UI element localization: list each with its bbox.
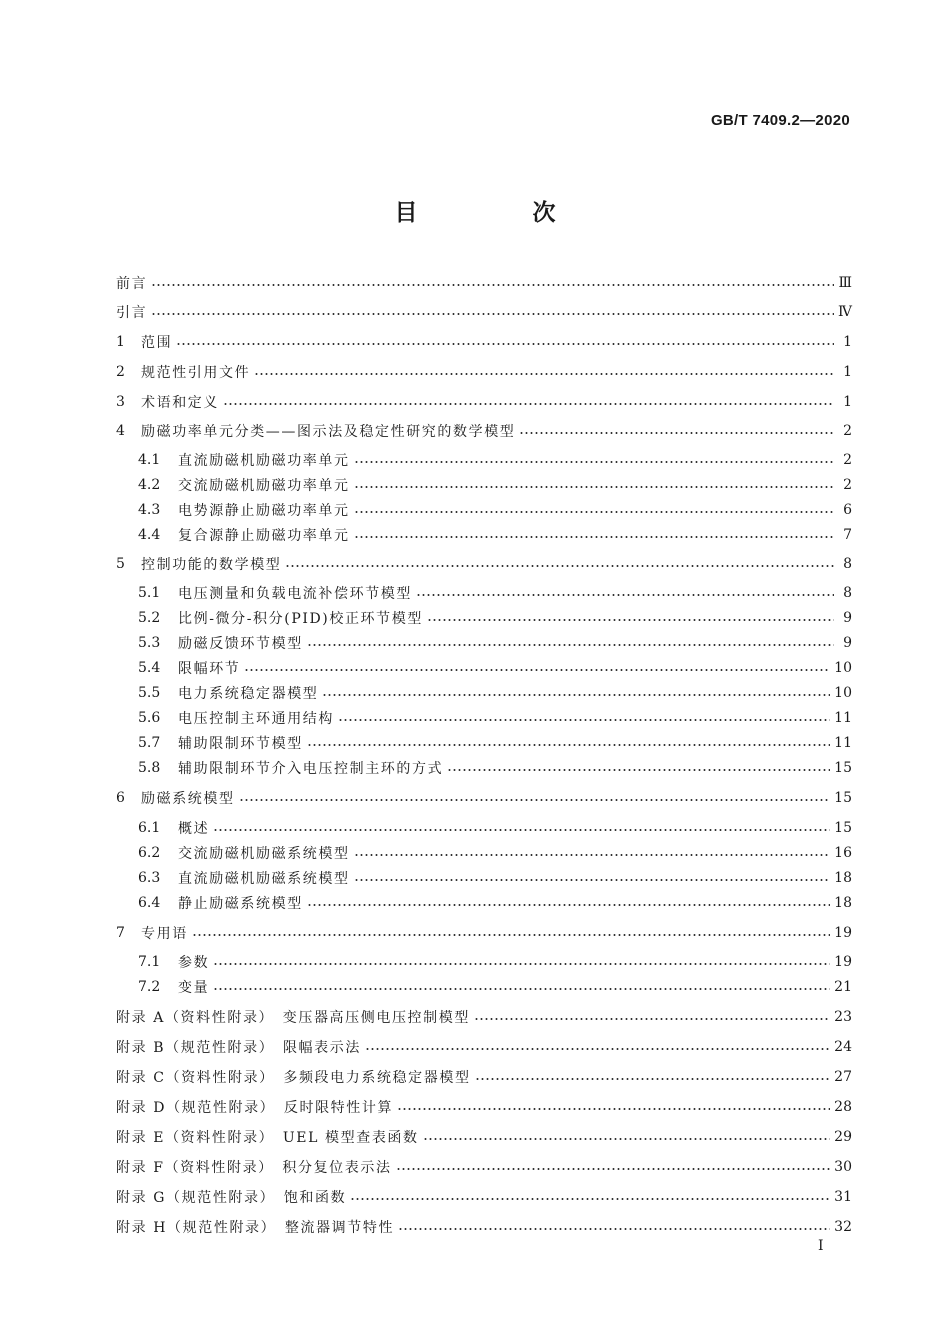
- dot-leader: [365, 1048, 830, 1050]
- toc-entry[interactable]: [116, 1096, 852, 1118]
- toc-entry-number: 7.2: [138, 979, 161, 995]
- toc-entry[interactable]: [116, 272, 852, 294]
- toc-entry[interactable]: [116, 553, 852, 575]
- toc-entry-label: 电力系统稳定器模型: [178, 686, 319, 702]
- toc-entry-page: 15: [834, 790, 852, 806]
- toc-entry[interactable]: [116, 301, 852, 323]
- dot-leader: [151, 313, 834, 315]
- dot-leader: [322, 694, 830, 696]
- page-title: 目 次: [394, 199, 602, 226]
- toc-entry-number: 1: [116, 334, 125, 350]
- toc-entry-number: 6.1: [138, 820, 161, 836]
- toc-entry[interactable]: [116, 1006, 852, 1028]
- dot-leader: [519, 432, 834, 434]
- toc-entry[interactable]: [138, 607, 852, 629]
- toc-entry-page: 1: [843, 334, 852, 350]
- toc-entry-page: Ⅲ: [838, 275, 852, 291]
- toc-entry[interactable]: [138, 449, 852, 471]
- toc-entry-number: 6.2: [138, 845, 161, 861]
- toc-entry[interactable]: [138, 732, 852, 754]
- dot-leader: [254, 373, 834, 375]
- toc-entry-label: 电压控制主环通用结构: [178, 711, 334, 727]
- toc-entry-page: 10: [834, 685, 852, 701]
- toc-entry-label: 附录 C（资料性附录） 多频段电力系统稳定器模型: [116, 1070, 471, 1086]
- toc-entry[interactable]: [138, 707, 852, 729]
- toc-entry[interactable]: [116, 922, 852, 944]
- toc-entry-page: 18: [834, 895, 852, 911]
- toc-entry-page: 19: [834, 954, 852, 970]
- toc-entry-page: 9: [843, 635, 852, 651]
- toc-entry-label: 复合源静止励磁功率单元: [178, 528, 350, 544]
- toc-entry-page: 31: [834, 1189, 852, 1205]
- toc-entry-label: 辅助限制环节介入电压控制主环的方式: [178, 761, 444, 777]
- toc-entry-label: 比例-微分-积分(PID)校正环节模型: [178, 611, 423, 627]
- toc-entry-page: Ⅳ: [838, 304, 852, 320]
- toc-entry-label: 静止励磁系统模型: [178, 896, 303, 912]
- toc-entry-number: 5.7: [138, 735, 161, 751]
- toc-entry[interactable]: [116, 1066, 852, 1088]
- toc-entry-label: 电势源静止励磁功率单元: [178, 503, 350, 519]
- toc-entry-number: 4.4: [138, 527, 161, 543]
- toc-entry-page: 9: [843, 610, 852, 626]
- toc-entry-number: 7.1: [138, 954, 161, 970]
- dot-leader: [354, 536, 834, 538]
- toc-entry[interactable]: [138, 817, 852, 839]
- dot-leader: [354, 854, 831, 856]
- toc-entry-label: 励磁功率单元分类——图示法及稳定性研究的数学模型: [141, 424, 516, 440]
- toc-entry-page: 21: [834, 979, 852, 995]
- toc-entry[interactable]: [138, 867, 852, 889]
- toc-entry-number: 5.3: [138, 635, 161, 651]
- dot-leader: [354, 879, 831, 881]
- standard-code: GB/T 7409.2—2020: [710, 112, 850, 129]
- toc-entry[interactable]: [138, 757, 852, 779]
- toc-entry-number: 5.8: [138, 760, 161, 776]
- toc-entry-label: 附录 H（规范性附录） 整流器调节特性: [116, 1220, 395, 1236]
- dot-leader: [307, 744, 830, 746]
- toc-entry-page: 10: [834, 660, 852, 676]
- toc-entry-label: 规范性引用文件: [141, 365, 251, 381]
- dot-leader: [423, 1138, 831, 1140]
- toc-entry-number: 6: [116, 790, 125, 806]
- toc-entry[interactable]: [138, 892, 852, 914]
- toc-entry[interactable]: [138, 524, 852, 546]
- toc-entry-number: 5: [116, 556, 125, 572]
- toc-entry[interactable]: [116, 1126, 852, 1148]
- toc-entry[interactable]: [138, 842, 852, 864]
- dot-leader: [223, 403, 834, 405]
- dot-leader: [244, 669, 830, 671]
- toc-entry-label: 变量: [178, 980, 210, 996]
- toc-entry[interactable]: [116, 1216, 852, 1238]
- dot-leader: [475, 1078, 831, 1080]
- toc-entry-page: 15: [834, 820, 852, 836]
- toc-entry-number: 5.2: [138, 610, 161, 626]
- toc-entry-number: 4.1: [138, 452, 161, 468]
- toc-entry-label: 限幅环节: [178, 661, 241, 677]
- toc-entry-page: 30: [834, 1159, 852, 1175]
- dot-leader: [338, 719, 830, 721]
- toc-entry-page: 15: [834, 760, 852, 776]
- toc-entry[interactable]: [138, 682, 852, 704]
- dot-leader: [416, 594, 834, 596]
- toc-entry-label: 附录 F（资料性附录） 积分复位表示法: [116, 1160, 392, 1176]
- dot-leader: [285, 565, 834, 567]
- toc-entry-label: 术语和定义: [141, 395, 219, 411]
- toc-entry-label: 交流励磁机励磁功率单元: [178, 478, 350, 494]
- toc-entry[interactable]: [116, 391, 852, 413]
- toc-entry-page: 32: [834, 1219, 852, 1235]
- toc-entry-label: 专用语: [141, 926, 188, 942]
- toc-entry-label: 附录 B（规范性附录） 限幅表示法: [116, 1040, 361, 1056]
- dot-leader: [213, 988, 830, 990]
- toc-entry[interactable]: [116, 1186, 852, 1208]
- dot-leader: [307, 904, 830, 906]
- toc-entry-page: 2: [843, 477, 852, 493]
- toc-entry-number: 5.1: [138, 585, 161, 601]
- toc-entry-page: 29: [834, 1129, 852, 1145]
- toc-entry-label: 直流励磁机励磁功率单元: [178, 453, 350, 469]
- toc-entry-page: 2: [843, 423, 852, 439]
- toc-entry-label: 电压测量和负载电流补偿环节模型: [178, 586, 412, 602]
- toc-entry-label: 励磁反馈环节模型: [178, 636, 303, 652]
- toc-entry-page: 11: [834, 735, 852, 751]
- toc-entry[interactable]: [138, 632, 852, 654]
- toc-entry[interactable]: [116, 361, 852, 383]
- toc-entry-label: 直流励磁机励磁系统模型: [178, 871, 350, 887]
- toc-entry[interactable]: [116, 1036, 852, 1058]
- toc-entry-page: 27: [834, 1069, 852, 1085]
- toc-entry[interactable]: [138, 951, 852, 973]
- toc-entry-page: 18: [834, 870, 852, 886]
- dot-leader: [427, 619, 834, 621]
- toc-entry[interactable]: [116, 787, 852, 809]
- page-number: I: [818, 1238, 824, 1254]
- dot-leader: [307, 644, 834, 646]
- toc-entry-label: 概述: [178, 821, 210, 837]
- toc-entry-label: 附录 D（规范性附录） 反时限特性计算: [116, 1100, 394, 1116]
- dot-leader: [239, 799, 831, 801]
- toc-entry-label: 参数: [178, 955, 210, 971]
- toc-entry-number: 5.4: [138, 660, 161, 676]
- toc-entry-page: 1: [843, 364, 852, 380]
- toc-entry-label: 范围: [141, 335, 173, 351]
- toc-entry-page: 2: [843, 452, 852, 468]
- toc-entry[interactable]: [116, 420, 852, 442]
- toc-entry-label: 引言: [116, 305, 148, 321]
- toc-entry-label: 附录 E（资料性附录） UEL 模型查表函数: [116, 1130, 419, 1146]
- dot-leader: [151, 284, 834, 286]
- dot-leader: [354, 511, 834, 513]
- toc-entry[interactable]: [116, 331, 852, 353]
- dot-leader: [213, 963, 830, 965]
- toc-entry-number: 6.4: [138, 895, 161, 911]
- toc-entry-page: 24: [834, 1039, 852, 1055]
- toc-entry[interactable]: [138, 582, 852, 604]
- toc-entry-number: 5.6: [138, 710, 161, 726]
- toc-entry-number: 7: [116, 925, 125, 941]
- toc-entry-number: 3: [116, 394, 125, 410]
- dot-leader: [397, 1108, 830, 1110]
- toc-entry[interactable]: [138, 499, 852, 521]
- toc-entry[interactable]: [138, 657, 852, 679]
- toc-entry-number: 2: [116, 364, 125, 380]
- toc-entry-page: 7: [843, 527, 852, 543]
- dot-leader: [474, 1018, 830, 1020]
- toc-entry-number: 4: [116, 423, 125, 439]
- toc-entry[interactable]: [138, 474, 852, 496]
- dot-leader: [192, 934, 830, 936]
- toc-entry-page: 19: [834, 925, 852, 941]
- toc-entry-number: 4.2: [138, 477, 161, 493]
- toc-entry-label: 励磁系统模型: [141, 791, 235, 807]
- dot-leader: [354, 486, 834, 488]
- toc-entry[interactable]: [138, 976, 852, 998]
- toc-entry-page: 8: [843, 556, 852, 572]
- toc-entry-page: 16: [834, 845, 852, 861]
- dot-leader: [176, 343, 834, 345]
- toc-entry-label: 控制功能的数学模型: [141, 557, 282, 573]
- toc-entry-number: 4.3: [138, 502, 161, 518]
- toc-entry-label: 辅助限制环节模型: [178, 736, 303, 752]
- toc-entry[interactable]: [116, 1156, 852, 1178]
- toc-entry-label: 前言: [116, 276, 148, 292]
- toc-entry-label: 附录 A（资料性附录） 变压器高压侧电压控制模型: [116, 1010, 470, 1026]
- toc-entry-page: 23: [834, 1009, 852, 1025]
- toc-entry-label: 交流励磁机励磁系统模型: [178, 846, 350, 862]
- toc-entry-number: 6.3: [138, 870, 161, 886]
- toc-entry-page: 1: [843, 394, 852, 410]
- toc-entry-page: 6: [843, 502, 852, 518]
- dot-leader: [396, 1168, 831, 1170]
- toc-entry-page: 8: [843, 585, 852, 601]
- toc-entry-page: 28: [834, 1099, 852, 1115]
- toc-entry-page: 11: [834, 710, 852, 726]
- dot-leader: [354, 461, 834, 463]
- toc-entry-number: 5.5: [138, 685, 161, 701]
- dot-leader: [350, 1198, 830, 1200]
- dot-leader: [447, 769, 830, 771]
- toc-entry-label: 附录 G（规范性附录） 饱和函数: [116, 1190, 347, 1206]
- dot-leader: [398, 1228, 830, 1230]
- dot-leader: [213, 829, 830, 831]
